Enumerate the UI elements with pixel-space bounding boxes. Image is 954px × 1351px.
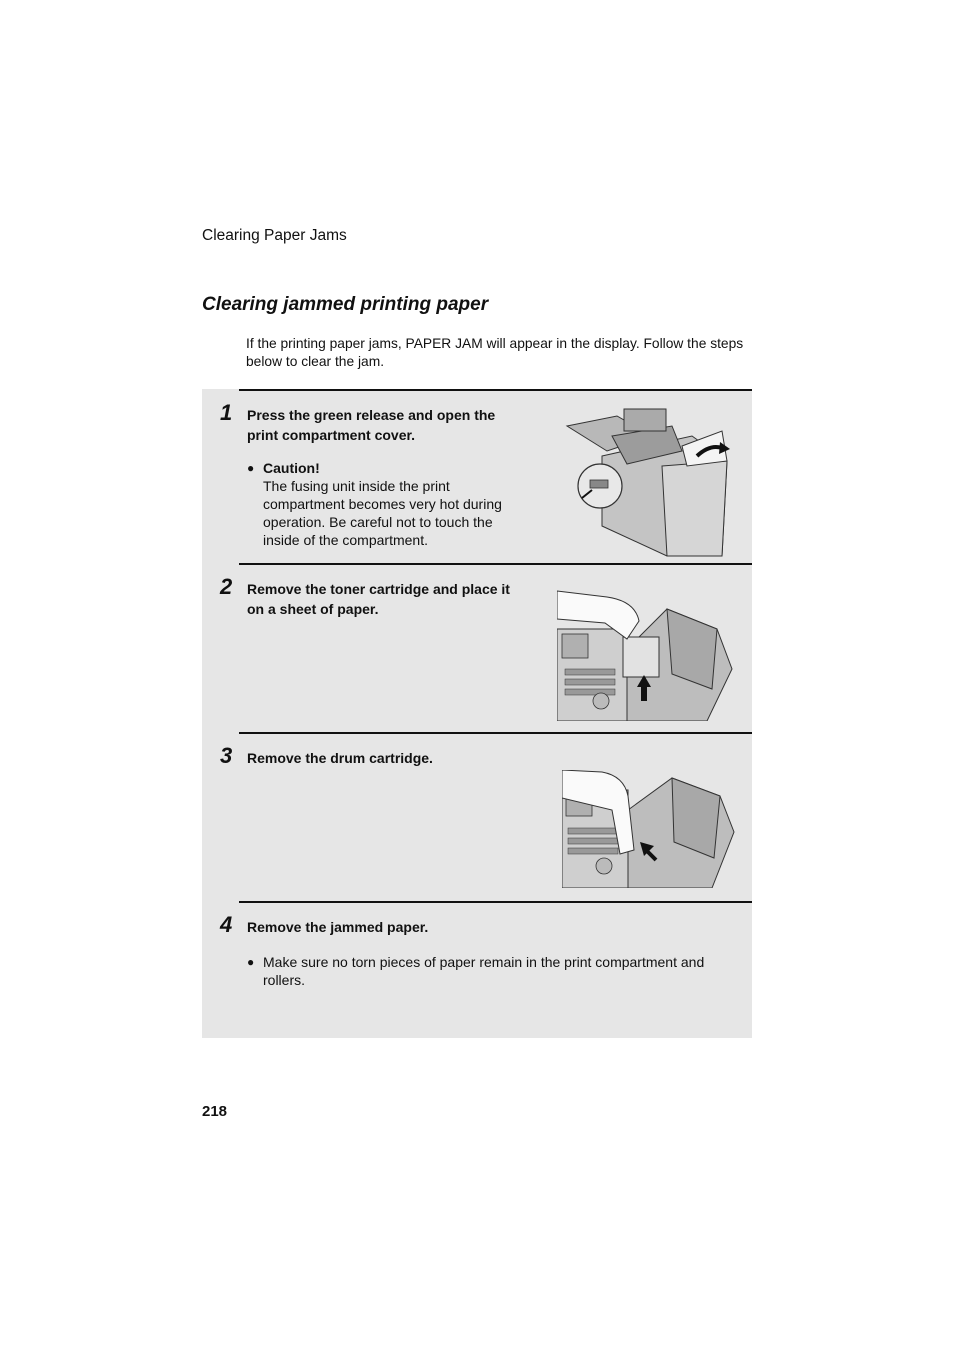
running-header: Clearing Paper Jams (202, 227, 347, 244)
toner-removal-illustration (557, 589, 733, 721)
step-3 (220, 732, 752, 902)
step-number: 1 (220, 400, 233, 425)
page-number: 218 (202, 1103, 228, 1120)
intro-paragraph: If the printing paper jams, PAPER JAM will appear in the display. Follow the steps below to clear the jam. (246, 336, 744, 369)
section-title: Clearing jammed printing paper (202, 294, 489, 315)
steps-box (202, 389, 752, 1038)
step-title: Remove the toner cartridge and place it on a sheet of paper. (247, 581, 510, 617)
caution-text: The fusing unit inside the print compartment becomes very hot during operation. Be careful not to touch the inside of the compartment. (263, 478, 502, 548)
step-title: Remove the jammed paper. (247, 919, 429, 935)
step-number: 4 (220, 912, 233, 937)
caution-label: Caution! (263, 460, 320, 476)
bullet-dot: ● (247, 955, 255, 969)
step-title: Remove the drum cartridge. (247, 750, 433, 766)
step-4-bullet-text: Make sure no torn pieces of paper remain in the print compartment and rollers. (263, 954, 705, 988)
step-1 (220, 389, 752, 564)
step-title: Press the green release and open the print compartment cover. (247, 407, 496, 443)
step-number: 2 (220, 574, 233, 599)
fax-cover-open-illustration (562, 406, 732, 561)
step-2 (220, 563, 752, 733)
drum-removal-illustration (562, 770, 736, 888)
bullet-dot: ● (247, 461, 255, 475)
step-4 (220, 901, 752, 1040)
step-number: 3 (220, 743, 233, 768)
